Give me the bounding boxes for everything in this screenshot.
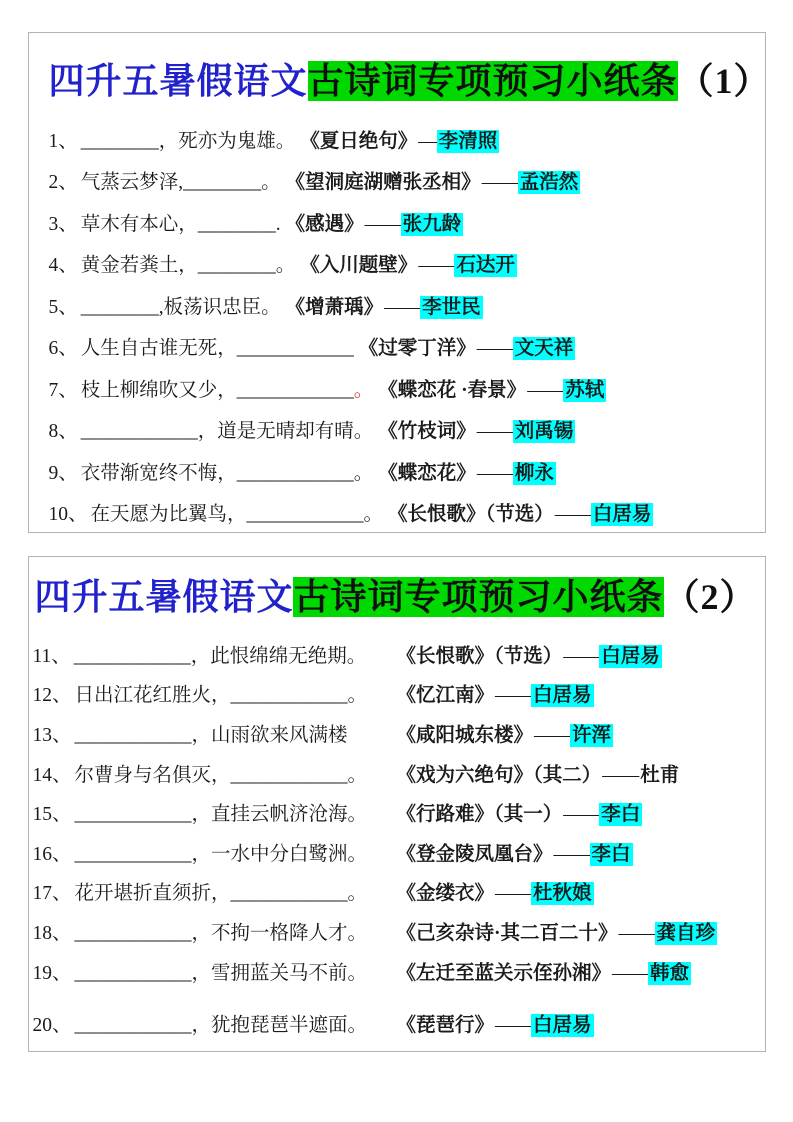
source-group [397,957,692,985]
question-number: 13、 [32,724,72,746]
answer-blank: ____________ [74,962,192,984]
question-text [33,719,397,747]
answer-blank: ____________ [80,421,198,443]
question-number: 20、 [32,1015,72,1037]
question-number: 11、 [32,645,71,667]
question-row [33,1003,759,1043]
question-number: 16、 [32,843,72,865]
question-post-text: 。 [347,685,368,707]
answer-blank: ________ [197,255,276,277]
title-part-number: （2） [663,577,757,617]
title-part-highlighted: 古诗词专项预习小纸条 [307,61,678,101]
author-name: 白居易 [533,1015,592,1037]
section-2-title [33,569,759,620]
question-post-text: ，不拘一格降人才。 [191,922,368,944]
dash-separator: —— [476,338,512,360]
question-text [49,249,296,277]
question-pre-text: 花开堪折直须折， [74,883,231,905]
source-group [397,917,718,945]
author-name: 石达开 [456,255,515,277]
source-group [378,415,575,443]
question-text [49,125,296,153]
source-title: 《过零丁洋》 [358,338,476,360]
source-title: 《忆江南》 [396,685,495,707]
source-group [397,719,614,747]
answer-blank: ____________ [74,843,192,865]
source-title: 《长恨歌》（节选） [388,504,554,526]
dash-separator: —— [495,883,531,905]
dash-separator: —— [554,504,590,526]
source-title: 《增萧瑀》 [285,296,384,318]
source-title: 《长恨歌》（节选） [396,645,563,667]
dash-separator: —— [563,804,599,826]
question-row [33,753,759,793]
question-number: 14、 [32,764,72,786]
answer-blank: ____________ [73,645,191,667]
question-post-text: ,板荡识忠臣。 [158,296,281,318]
question-row [33,911,759,951]
source-title: 《行路难》（其一） [396,804,563,826]
question-number: 17、 [32,883,72,905]
question-number: 5、 [48,296,78,318]
source-title: 《感遇》 [285,213,364,235]
worksheet-page [0,32,793,1052]
question-number: 2、 [48,172,78,194]
question-pre-text: 在天愿为比翼鸟， [90,504,247,526]
question-post-text: 。 [261,172,281,194]
source-group [397,798,643,826]
question-text [33,877,397,905]
dash-separator: —— [495,1015,531,1037]
author-name: 李世民 [422,296,481,318]
author-name: 苏轼 [565,379,605,401]
source-group [378,457,556,485]
question-number: 18、 [32,922,72,944]
title-part-number: （1） [677,61,771,101]
question-post-text: 。 [353,462,374,484]
question-number: 1、 [48,130,78,152]
question-number: 9、 [48,462,78,484]
question-row [33,713,759,753]
question-row [49,118,759,160]
source-group [300,249,517,277]
question-number: 7、 [48,379,78,401]
author-name: 李清照 [438,130,498,152]
question-post-text: 。 [275,255,296,277]
question-text [49,166,281,194]
author-name: 张九龄 [402,213,462,235]
source-title: 《咸阳城东楼》 [396,724,534,746]
question-text [49,457,374,485]
answer-blank: ____________ [230,764,348,786]
question-row [49,450,759,492]
dash-separator: — [418,130,436,152]
source-group [378,374,606,402]
source-title: 《琵琶行》 [396,1015,495,1037]
question-row [49,409,759,451]
question-post-text: ，死亦为鬼雄。 [158,130,296,152]
title-part-blue: 四升五暑假语文 [48,61,308,101]
question-post-text: 。 [347,764,368,786]
answer-blank: ________ [80,296,159,318]
question-post-text: ，山雨欲来风满楼 [191,724,348,746]
question-text [33,957,397,985]
question-row [49,492,759,534]
question-pre-text: 枝上柳绵吹又少， [80,379,237,401]
question-number: 3、 [48,213,78,235]
question-post-text: ，雪拥蓝关马不前。 [191,962,368,984]
answer-blank: ____________ [236,379,354,401]
source-title: 《竹枝词》 [378,421,476,443]
answer-blank: ________ [183,172,262,194]
author-name: 柳永 [514,462,554,484]
question-list-2 [33,634,759,1043]
question-row [49,367,759,409]
question-text [49,498,384,526]
source-group [397,640,662,668]
question-text [49,291,281,319]
dash-separator: —— [618,922,654,944]
question-post-text: ，犹抱琵琶半遮面。 [191,1015,368,1037]
question-pre-text: 尔曹身与名俱灭， [74,764,231,786]
source-title: 《入川题壁》 [300,255,418,277]
source-title: 《蝶恋花 ·春景》 [378,379,527,401]
question-row [49,243,759,285]
answer-blank: ____________ [74,724,192,746]
question-row [33,674,759,714]
answer-blank: ____________ [230,685,348,707]
question-row [49,160,759,202]
question-row [49,201,759,243]
dash-separator: —— [364,213,400,235]
author-name: 文天祥 [514,338,574,360]
source-title: 《金缕衣》 [396,883,495,905]
source-title: 《望洞庭湖赠张丞相》 [285,172,481,194]
author-name: 杜甫 [640,764,680,786]
author-name: 刘禹锡 [514,421,574,443]
dash-separator: —— [612,962,648,984]
author-name: 韩愈 [650,962,690,984]
answer-blank: ____________ [236,462,354,484]
source-title: 《己亥杂诗·其二百二十》 [396,922,618,944]
question-number: 4、 [48,255,78,277]
question-pre-text: 气蒸云梦泽, [80,172,184,194]
source-group [397,759,682,787]
author-name: 李白 [591,843,631,865]
question-number: 6、 [48,338,78,360]
author-name: 龚自珍 [656,922,716,944]
worksheet-section-2 [28,556,766,1052]
question-row [49,326,759,368]
source-group [397,679,594,707]
answer-blank: ____________ [74,804,192,826]
question-text [33,917,397,945]
question-text [33,838,397,866]
dash-separator: —— [534,724,570,746]
question-post-text: 。 [347,883,368,905]
author-name: 孟浩然 [519,172,579,194]
question-text [33,1009,397,1037]
source-group [359,332,576,360]
question-number: 15、 [32,804,72,826]
question-text [49,332,354,360]
question-text [33,759,397,787]
source-group [286,166,581,194]
worksheet-section-1 [28,32,771,533]
source-group [300,125,499,153]
question-pre-text: 衣带渐宽终不悔， [80,462,237,484]
question-post-text: ，一水中分白鹭洲。 [191,843,368,865]
question-number: 19、 [32,962,72,984]
dash-separator: —— [495,685,531,707]
question-row [33,832,759,872]
author-name: 白居易 [533,685,592,707]
question-post-red-punctuation: 。 [353,379,374,401]
dash-separator: —— [476,462,512,484]
answer-blank: ____________ [74,922,192,944]
source-title: 《登金陵凤凰台》 [396,843,553,865]
question-post-text: ，直挂云帆济沧海。 [191,804,368,826]
question-text [49,415,374,443]
source-group [286,291,483,319]
source-title: 《左迁至蓝关示侄孙湘》 [396,962,612,984]
answer-blank: ____________ [246,504,364,526]
author-name: 白居易 [592,504,652,526]
dash-separator: —— [527,379,563,401]
author-name: 白居易 [601,645,660,667]
source-group [397,1009,594,1037]
question-post-text: ，此恨绵绵无绝期。 [190,645,367,667]
question-row [33,634,759,674]
answer-blank: ____________ [236,338,354,360]
answer-blank: ________ [197,213,276,235]
answer-blank: ________ [80,130,159,152]
question-row [33,872,759,912]
source-title: 《夏日绝句》 [300,130,418,152]
source-group [397,838,633,866]
dash-separator: —— [563,645,599,667]
author-name: 李白 [601,804,641,826]
question-row [33,951,759,991]
answer-blank: ____________ [74,1015,192,1037]
question-row [33,792,759,832]
source-title: 《戏为六绝句》（其二） [396,764,602,786]
dash-separator: —— [553,843,589,865]
question-row [49,284,759,326]
question-post-text: ，道是无晴却有晴。 [197,421,374,443]
question-pre-text: 黄金若粪土， [80,255,198,277]
question-number: 10、 [48,504,88,526]
source-group [388,498,653,526]
question-pre-text: 日出江花红胜火， [74,685,231,707]
question-text [49,208,281,236]
question-post-text: 。 [363,504,384,526]
question-post-text: . [275,213,281,235]
dash-separator: —— [602,764,638,786]
question-pre-text: 草木有本心， [80,213,198,235]
title-part-highlighted: 古诗词专项预习小纸条 [293,577,664,617]
source-group [397,877,594,905]
question-text [49,374,374,402]
dash-separator: —— [481,172,517,194]
question-number: 8、 [48,421,78,443]
title-part-blue: 四升五暑假语文 [34,577,294,617]
section-1-title [48,53,771,104]
question-text [33,679,397,707]
question-pre-text: 人生自古谁无死， [80,338,237,360]
source-title: 《蝶恋花》 [378,462,476,484]
question-list-1 [49,118,759,533]
author-name: 杜秋娘 [533,883,592,905]
question-text [33,640,397,668]
source-group [286,208,464,236]
dash-separator: —— [384,296,420,318]
dash-separator: —— [418,255,454,277]
author-name: 许浑 [572,724,612,746]
dash-separator: —— [476,421,512,443]
question-number: 12、 [32,685,72,707]
answer-blank: ____________ [230,883,348,905]
question-text [33,798,397,826]
